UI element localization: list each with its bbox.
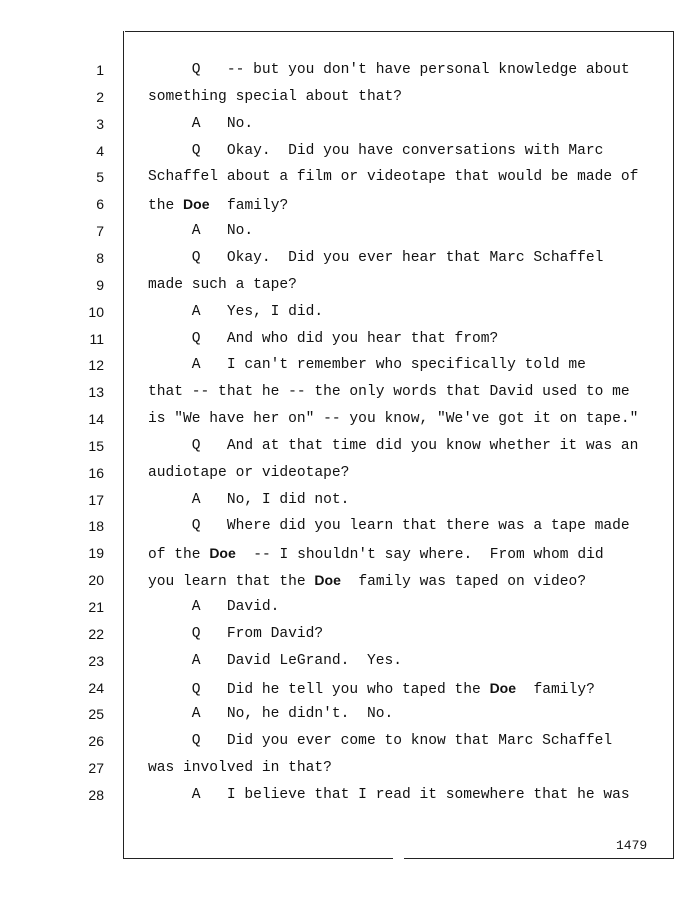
line-number: 16 (88, 464, 104, 481)
transcript-line (148, 518, 630, 534)
line-text-segment: Q Where did you learn that there was a tape made (148, 518, 630, 535)
page-frame-bottom-left (123, 858, 393, 859)
line-number: 26 (88, 733, 104, 750)
line-text-segment: Q -- but you don't have personal knowledge about (148, 62, 630, 78)
transcript-line (148, 545, 604, 563)
line-text-segment: was involved in that? (148, 760, 332, 777)
line-number: 25 (88, 706, 104, 723)
line-number: 12 (88, 357, 104, 374)
line-text-segment: audiotape or videotape? (148, 464, 350, 481)
line-text-segment: A No, he didn't. No. (148, 706, 394, 723)
redacted-name: Doe (209, 545, 236, 562)
transcript-line (148, 760, 332, 776)
page-frame-left (123, 31, 124, 858)
transcript-line (148, 787, 630, 803)
line-number: 5 (96, 169, 104, 186)
transcript-line (148, 169, 638, 185)
transcript-line (148, 304, 323, 320)
transcript-line (148, 357, 586, 373)
line-text-segment: A David. (148, 599, 280, 615)
line-text-segment: Q Okay. Did you ever hear that Marc Schaffel (148, 249, 604, 266)
line-text-segment: Q And who did you hear that from? (148, 330, 499, 347)
line-number: 21 (88, 599, 104, 615)
line-text-segment: Q Okay. Did you have conversations with Marc (148, 142, 604, 159)
line-text-segment: family? (209, 198, 289, 215)
line-text-segment: Q And at that time did you know whether it was an (148, 437, 639, 454)
line-number: 17 (88, 491, 104, 508)
transcript-line (148, 680, 595, 698)
line-text-segment: A I believe that I read it somewhere that he was (148, 786, 630, 803)
line-number: 13 (88, 384, 104, 401)
line-number: 22 (88, 625, 104, 642)
line-number: 8 (96, 249, 104, 266)
transcript-line (148, 116, 253, 132)
transcript-line (148, 62, 630, 78)
page-frame-bottom-right (404, 858, 674, 859)
line-number: 15 (88, 437, 104, 454)
line-number: 19 (88, 545, 104, 562)
page-frame-right (673, 31, 674, 858)
line-number: 18 (88, 518, 104, 535)
line-number: 1 (96, 62, 104, 78)
line-text-segment: is "We have her on" -- you know, "We've got it on tape." (148, 411, 639, 428)
line-number: 28 (88, 786, 104, 803)
line-text-segment: Q From David? (148, 625, 324, 642)
page-frame-top (125, 31, 674, 32)
line-text-segment: family was taped on video? (340, 574, 587, 591)
line-text-segment: you learn that the (148, 574, 315, 591)
line-number: 7 (96, 223, 104, 240)
line-text-segment: A No, I did not. (148, 491, 350, 508)
line-number: 6 (96, 196, 104, 213)
line-text-segment: A I can't remember who specifically told me (148, 357, 586, 374)
line-text-segment: Q Did you ever come to know that Marc Schaffel (148, 733, 613, 750)
redacted-name: Doe (183, 196, 210, 213)
line-number: 14 (88, 411, 104, 428)
transcript-line (148, 599, 279, 615)
line-number: 24 (88, 679, 104, 696)
page-number: 1479 (616, 838, 648, 853)
line-text-segment: A No. (148, 223, 254, 240)
line-text-segment: Q Did he tell you who taped the (148, 681, 490, 698)
transcript-line (148, 492, 349, 508)
transcript-line (148, 143, 603, 159)
line-number: 23 (88, 652, 104, 669)
transcript-line (148, 438, 638, 454)
transcript-line (148, 733, 612, 749)
line-number: 20 (88, 572, 104, 589)
line-number: 4 (96, 142, 104, 159)
transcript-line (148, 465, 349, 481)
line-text-segment: made such a tape? (148, 276, 297, 293)
line-text-segment: Schaffel about a film or videotape that would be made of (148, 169, 639, 186)
line-text-segment: A David LeGrand. Yes. (148, 652, 402, 669)
line-number: 3 (96, 115, 104, 132)
redacted-name: Doe (489, 679, 517, 696)
line-text-segment: the (148, 198, 184, 215)
line-text-segment: something special about that? (148, 88, 402, 105)
transcript-line (148, 411, 638, 427)
transcript-line (148, 653, 402, 669)
transcript-line (148, 250, 603, 266)
line-number: 9 (96, 276, 104, 293)
line-text-segment: of the (148, 547, 210, 564)
transcript-line (148, 572, 586, 590)
transcript-line (148, 331, 498, 347)
transcript-line (148, 89, 402, 105)
line-number: 2 (96, 88, 104, 105)
transcript-line (148, 196, 288, 214)
line-text-segment: that -- that he -- the only words that David used to me (148, 384, 630, 401)
line-text-segment: A No. (148, 115, 254, 132)
line-number: 10 (88, 303, 104, 320)
transcript-line (148, 706, 393, 722)
line-text-segment: family? (516, 681, 595, 698)
redacted-name: Doe (314, 572, 341, 589)
line-text-segment: A Yes, I did. (148, 303, 324, 320)
line-number: 27 (88, 760, 104, 777)
transcript-line (148, 277, 297, 293)
transcript-line (148, 626, 323, 642)
transcript-line (148, 384, 630, 400)
transcript-line (148, 223, 253, 239)
line-text-segment: -- I shouldn't say where. From whom did (235, 547, 604, 564)
line-number: 11 (89, 330, 104, 347)
